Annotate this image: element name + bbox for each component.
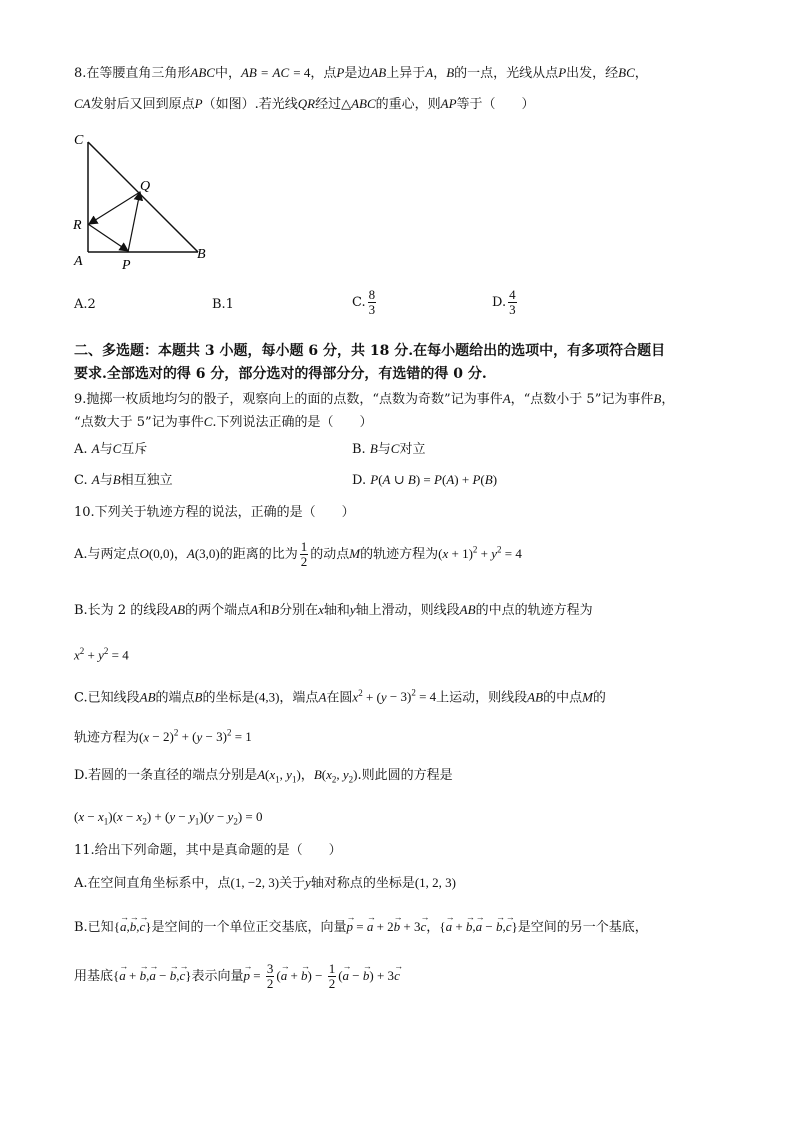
ray-rp	[88, 224, 128, 251]
q11-option-a[interactable]: A.在空间直角坐标系中，点(1, −2, 3)关于y轴对称点的坐标是(1, 2, 3)	[74, 875, 457, 891]
section2-header-line2: 要求.全部选对的得 6 分，部分选对的得部分分，有选错的得 0 分.	[74, 366, 487, 382]
q10-option-c-line2: 轨迹方程为$(x - 2)^2 + (y - 3)^2 = 1$	[74, 728, 252, 746]
q9-option-b[interactable]: B. B与C对立	[352, 441, 426, 457]
q9-option-d[interactable]: D. P(A ∪ B) = P(A) + P(B)	[352, 472, 498, 488]
q10-stem: 10.下列关于轨迹方程的说法，正确的是（ ）	[74, 505, 355, 520]
q11-stem: 11.给出下列命题，其中是真命题的是（ ）	[74, 843, 342, 858]
section2-header-line1: 二、多选题：本题共 3 小题，每小题 6 分，共 18 分.在每小题给出的选项中，有多项符合题目	[74, 343, 666, 359]
label-p: P	[122, 258, 131, 273]
q9-option-a[interactable]: A. A与C互斥	[74, 441, 148, 457]
q8-option-a[interactable]: A.2	[74, 297, 96, 312]
label-c: C	[74, 133, 84, 148]
q8-option-b[interactable]: B.1	[212, 297, 234, 312]
triangle-figure	[66, 128, 226, 278]
label-b: B	[197, 247, 206, 262]
q11-option-b-line1[interactable]: B.已知{→ a,→ b,→ c}是空间的一个单位正交基底，向量→ p = → a + 2→ b + 3→ c，{→ a + → b,→ a − → b,→ c}是空间的另一个基底，	[74, 918, 648, 937]
label-a: A	[74, 254, 83, 269]
q8-stem-line2: CA发射后又回到原点P（如图）.若光线QR经过△ABC的重心，则AP等于（ ）	[74, 96, 535, 112]
q9-option-c[interactable]: C. A与B相互独立	[74, 472, 173, 488]
q8-option-c[interactable]: C. $\frac{8}{3}$	[352, 287, 376, 317]
q10-option-b-line2: $x^2 + y^2 = 4$	[74, 646, 129, 663]
q10-option-b-line1[interactable]: B.长为 2 的线段AB的两个端点A和B分别在x轴和y轴上滑动，则线段AB的中点的轨迹方程为	[74, 602, 593, 618]
q11-option-b-line2: 用基底{→ a + → b,→ a − → b,→ c}表示向量→ p = $\frac{3}{2}$ (→ a + → b) − $\frac{1}{2}$ (→ a − → b) + 3→ c	[74, 962, 400, 991]
q10-option-c-line1[interactable]: C.已知线段AB的端点B的坐标是(4,3)，端点A在圆$x^2 + (y - 3)^2 = 4$上运动，则线段AB的中点M的	[74, 688, 606, 706]
q8-stem-line1: 8.在等腰直角三角形ABC中，AB = AC = 4，点P是边AB上异于A，B的一点，光线从点P出发，经BC，	[74, 65, 648, 81]
q10-option-d-line1[interactable]: D.若圆的一条直径的端点分别是$A(x_1$, $y_1$)，$B(x_2$, $y_2$).则此圆的方程是	[74, 767, 453, 785]
q10-option-a[interactable]: A.与两定点O(0,0)，A(3,0)的距离的比为 $\frac{1}{2}$ 的动点M的轨迹方程为$(x + 1)^2 + y^2 = 4$	[74, 539, 522, 569]
ray-pq	[128, 192, 140, 252]
q9-stem-line2: “点数大于 5”记为事件C.下列说法正确的是（ ）	[74, 414, 373, 430]
label-r: R	[73, 218, 82, 233]
q8-option-d[interactable]: D. $\frac{4}{3}$	[492, 287, 516, 317]
q10-option-d-line2: $(x - x_1)(x - x_2) + (y - y_1)(y - y_2) = 0$	[74, 809, 263, 827]
q9-stem-line1: 9.抛掷一枚质地均匀的骰子，观察向上的面的点数，“点数为奇数”记为事件A，“点数小于 5”记为事件B，	[74, 391, 675, 407]
label-q: Q	[140, 179, 151, 194]
ray-qr	[89, 192, 140, 224]
